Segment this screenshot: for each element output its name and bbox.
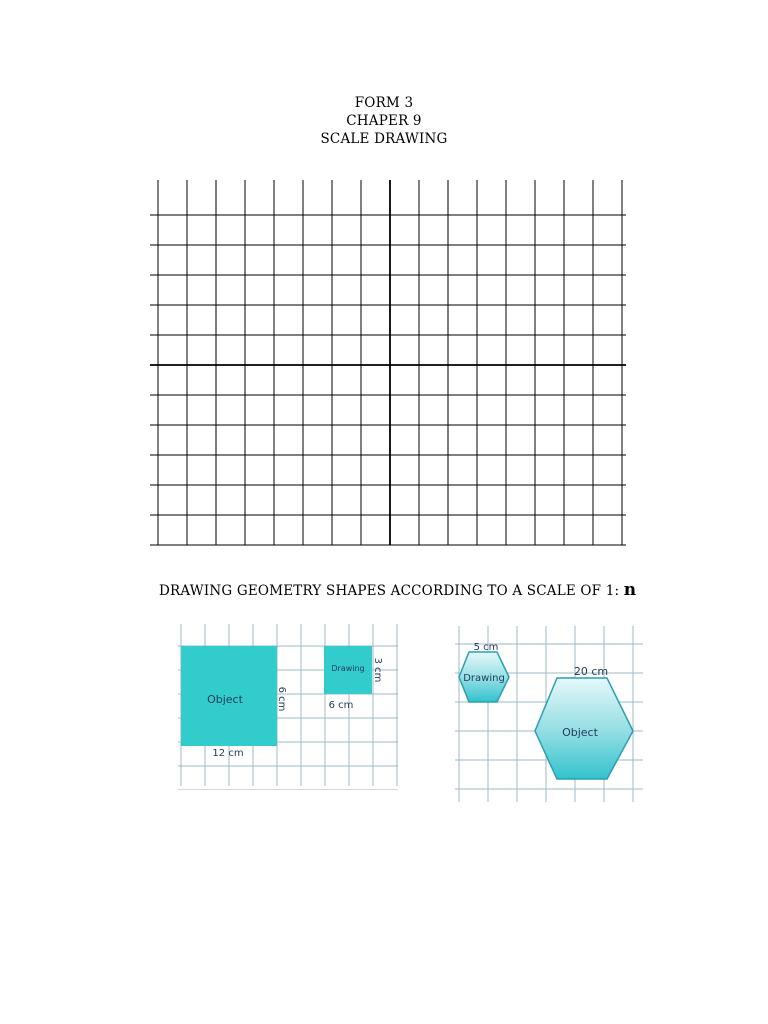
object-label: Object <box>207 693 243 706</box>
object-side-label: 20 cm <box>573 665 609 678</box>
drawing-width-label: 6 cm <box>328 700 354 711</box>
object-height-label: 6 cm <box>276 686 287 712</box>
scale-symbol: n <box>623 580 637 600</box>
section-title-text: DRAWING GEOMETRY SHAPES ACCORDING TO A SCALE OF 1: <box>159 583 620 599</box>
drawing-side-label: 5 cm <box>473 642 499 653</box>
object-label-right: Object <box>562 726 598 739</box>
form-heading: FORM 3 <box>354 95 414 111</box>
drawing-height-label: 3 cm <box>372 657 383 683</box>
rectangle-scale-figure <box>178 624 402 790</box>
topic-heading: SCALE DRAWING <box>320 131 448 147</box>
object-width-label: 12 cm <box>212 748 244 759</box>
drawing-label-right: Drawing <box>463 673 505 684</box>
hexagon-scale-figure <box>455 626 645 802</box>
section-title <box>159 580 636 600</box>
drawing-label: Drawing <box>331 664 365 673</box>
blank-grid <box>150 180 630 550</box>
chapter-heading: CHAPER 9 <box>346 113 422 129</box>
